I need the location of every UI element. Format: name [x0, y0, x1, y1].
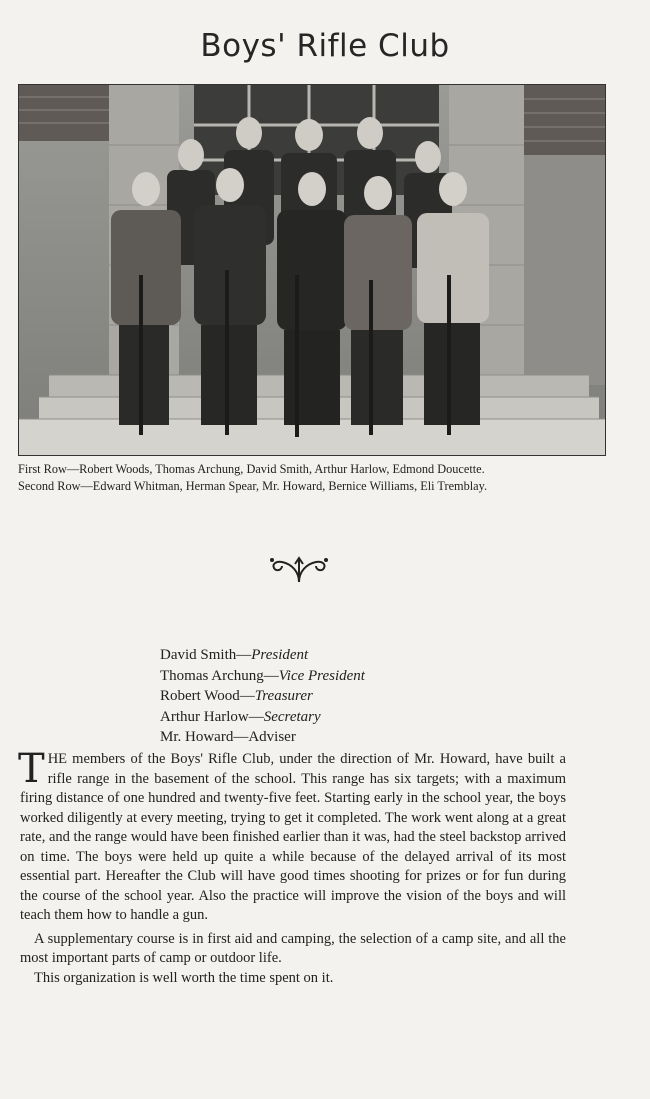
officer-name: Mr. Howard — [160, 729, 234, 745]
club-description — [18, 746, 566, 988]
paragraph: A supplementary course is in first aid and camping, the selection of a camp site, and all the most important parts of camp or outdoor life. — [20, 930, 566, 966]
officer-separator: — — [233, 729, 249, 745]
officer-name: Robert Wood — [160, 688, 240, 704]
officer-name: Thomas Archung — [160, 667, 264, 684]
page-title: Boys' Rifle Club — [200, 28, 450, 64]
officer-role: Secretary — [263, 708, 321, 725]
caption-second-row: Second Row—Edward Whitman, Herman Spear, Mr. Howard, Bernice Williams, Eli Tremblay. — [18, 479, 488, 493]
paragraph: This organization is well worth the time spent on it. — [34, 969, 334, 986]
officer-name: David Smith — [160, 647, 237, 663]
officer-role: President — [251, 647, 309, 663]
officer-row — [160, 666, 365, 687]
officer-role: Treasurer — [254, 688, 313, 704]
paragraph — [18, 746, 566, 926]
photo-caption — [18, 461, 608, 495]
officer-separator: — — [239, 688, 255, 704]
caption-first-row: First Row—Robert Woods, Thomas Archung, David Smith, Arthur Harlow, Edmond Doucette. — [18, 462, 485, 476]
officer-separator: — — [248, 708, 264, 725]
officer-separator: — — [263, 667, 279, 684]
paragraph-text: HE members of the Boys' Rifle Club, under the direction of Mr. Howard, have built a rifle range in the basement of the school. This range has six targets; with a maximum firing distance of one hundred and twenty-five feet. Starting early in the school year, the boys worked diligently at every meeting, trying to get it completed. The work went along at a great rate, and the range would have been finished earlier than it was, had the steel backstop arrived on time. The boys were held up quite a while because of the delayed arrival of its most essential part. Hereafter the Club will have good times shooting for prizes or for fun during the course of the school year. Also the practice will improve the vision of the boys and will teach them how to handle a gun. — [20, 751, 566, 923]
officer-row — [160, 686, 365, 707]
officer-row — [160, 645, 365, 666]
drop-cap: T — [18, 746, 45, 792]
officers-list — [160, 645, 365, 748]
ornament-icon — [268, 552, 330, 586]
officer-row — [160, 727, 365, 748]
group-photo — [18, 84, 606, 456]
officer-role: Adviser — [248, 729, 296, 745]
officer-row — [160, 707, 365, 728]
officer-name: Arthur Harlow — [160, 708, 249, 725]
group-photo-illustration — [19, 85, 605, 455]
officer-separator: — — [236, 647, 252, 663]
officer-role: Vice President — [278, 667, 365, 684]
